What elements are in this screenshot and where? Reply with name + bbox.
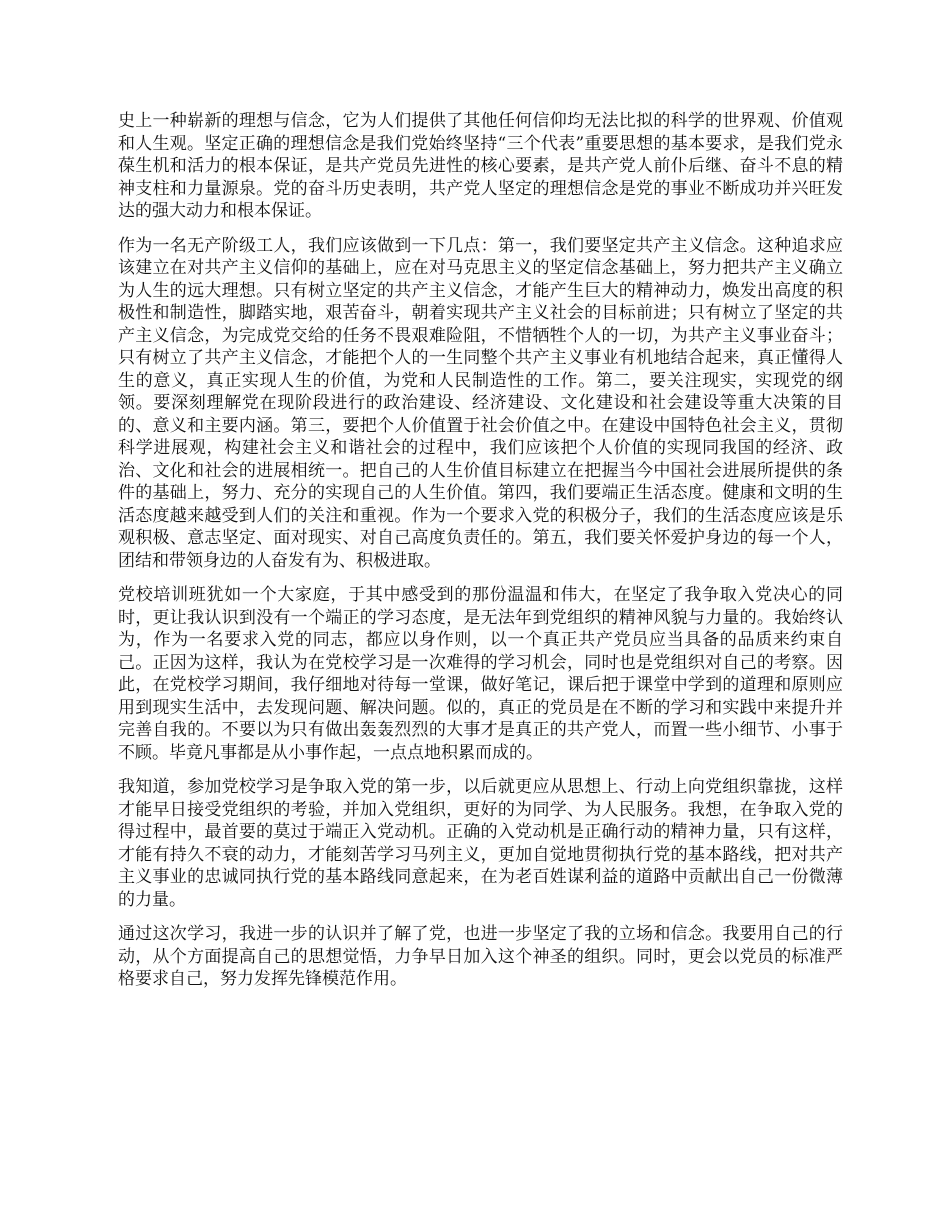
- paragraph: 党校培训班犹如一个大家庭，于其中感受到的那份温温和伟大，在坚定了我争取入党决心的同时，更让我认识到没有一个端正的学习态度，是无法年到党组织的精神风貌与力量的。我始终认为，作为一名要求入党的同志，都应以身作则，以一个真正共产党员应当具备的品质来约束自己。正因为这样，我认为在党校学习是一次难得的学习机会，同时也是党组织对自己的考察。因此，在党校学习期间，我仔细地对待每一堂课，做好笔记，课后把于课堂中学到的道理和原则应用到现实生活中，去发现问题、解决问题。似的，真正的党员是在不断的学习和实践中来提升并完善自我的。不要以为只有做出轰轰烈烈的大事才是真正的共产党人，而置一些小细节、小事于不顾。毕竟凡事都是从小事作起，一点点地积累而成的。: [118, 585, 843, 763]
- paragraph: 通过这次学习，我进一步的认识并了解了党，也进一步坚定了我的立场和信念。我要用自己的行动，从个方面提高自己的思想觉悟，力争早日加入这个神圣的组织。同时，更会以党员的标准严格要求自己，努力发挥先锋模范作用。: [118, 924, 843, 989]
- document-body: [118, 110, 843, 1003]
- paragraph: 我知道，参加党校学习是争取入党的第一步，以后就更应从思想上、行动上向党组织靠拢，这样才能早日接受党组织的考验，并加入党组织，更好的为同学、为人民服务。我想，在争取入党的得过程中，最首要的莫过于端正入党动机。正确的入党动机是正确行动的精神力量，只有这样，才能有持久不衰的动力，才能刻苦学习马列主义，更加自觉地贯彻执行党的基本路线，把对共产主义事业的忠诚同执行党的基本路线同意起来，在为老百姓谋利益的道路中贡献出自己一份微薄的力量。: [118, 777, 843, 910]
- paragraph: 作为一名无产阶级工人，我们应该做到一下几点：第一，我们要坚定共产主义信念。这种追求应该建立在对共产主义信仰的基础上，应在对马克思主义的坚定信念基础上，努力把共产主义确立为人生的远大理想。只有树立坚定的共产主义信念，才能产生巨大的精神动力，焕发出高度的积极性和制造性，脚踏实地，艰苦奋斗，朝着实现共产主义社会的目标前进；只有树立了坚定的共产主义信念，为完成党交给的任务不畏艰难险阻，不惜牺牲个人的一切，为共产主义事业奋斗；只有树立了共产主义信念，才能把个人的一生同整个共产主义事业有机地结合起来，真正懂得人生的意义，真正实现人生的价值，为党和人民制造性的工作。第二，要关注现实，实现党的纲领。要深刻理解党在现阶段进行的政治建设、经济建设、文化建设和社会建设等重大决策的目的、意义和主要内涵。第三，要把个人价值置于社会价值之中。在建设中国特色社会主义，贯彻科学进展观，构建社会主义和谐社会的过程中，我们应该把个人价值的实现同我国的经济、政治、文化和社会的进展相统一。把自己的人生价值目标建立在把握当今中国社会进展所提供的条件的基础上，努力、充分的实现自己的人生价值。第四，我们要端正生活态度。健康和文明的生活态度越来越受到人们的关注和重视。作为一个要求入党的积极分子，我们的生活态度应该是乐观积极、意志坚定、面对现实、对自己高度负责任的。第五，我们要关怀爱护身边的每一个人，团结和带领身边的人奋发有为、积极进取。: [118, 235, 843, 571]
- paragraph: 史上一种崭新的理想与信念，它为人们提供了其他任何信仰均无法比拟的科学的世界观、价值观和人生观。坚定正确的理想信念是我们党始终坚持“三个代表”重要思想的基本要求，是我们党永葆生机和活力的根本保证，是共产党员先进性的核心要素，是共产党人前仆后继、奋斗不息的精神支柱和力量源泉。党的奋斗历史表明，共产党人坚定的理想信念是党的事业不断成功并兴旺发达的强大动力和根本保证。: [118, 111, 843, 221]
